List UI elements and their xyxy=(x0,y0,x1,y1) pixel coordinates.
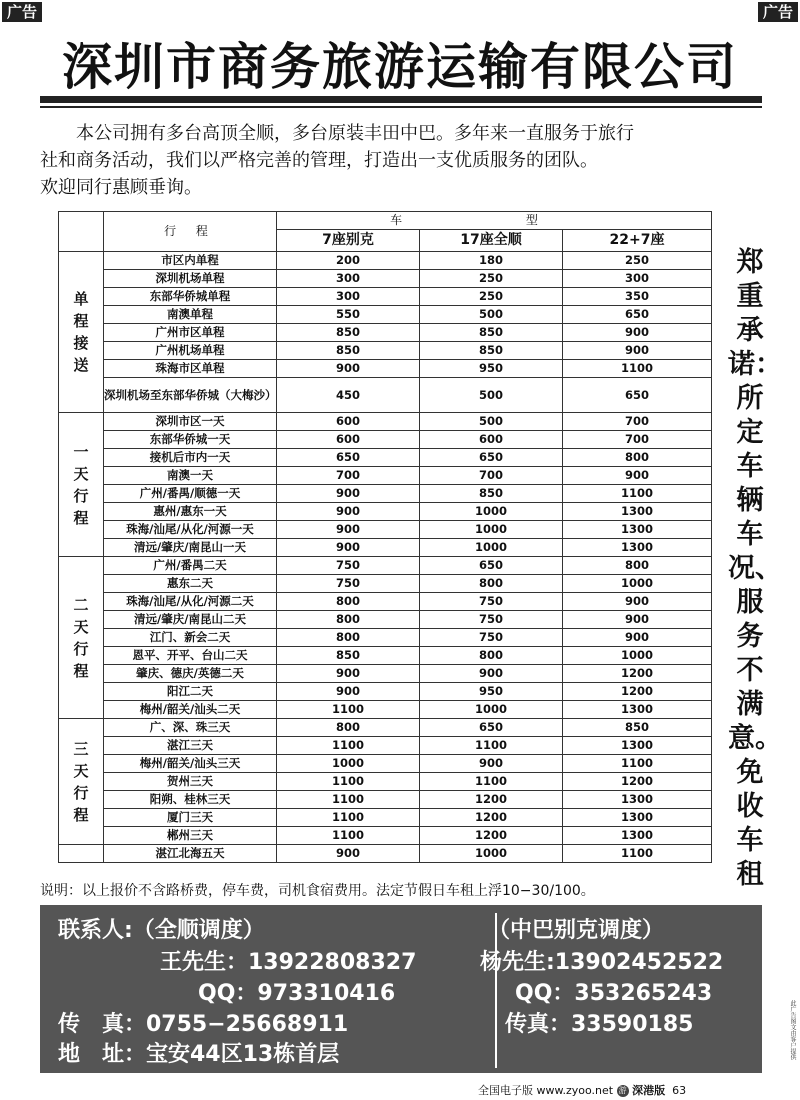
price-cell: 850 xyxy=(420,485,563,503)
contact-right-qq: QQ：353265243 xyxy=(515,981,713,1006)
type-header: 车 型 xyxy=(277,212,712,230)
intro-paragraph xyxy=(40,120,762,201)
price-cell: 300 xyxy=(277,270,420,288)
table-row xyxy=(59,683,712,701)
price-cell: 750 xyxy=(420,629,563,647)
price-cell: 900 xyxy=(563,324,712,342)
table-row xyxy=(59,467,712,485)
price-cell: 300 xyxy=(277,288,420,306)
price-cell: 850 xyxy=(277,324,420,342)
table-row xyxy=(59,306,712,324)
route-cell: 阳江二天 xyxy=(104,683,277,701)
column-header-1: 17座全顺 xyxy=(420,230,563,252)
price-cell: 1300 xyxy=(563,503,712,521)
route-cell: 东部华侨城单程 xyxy=(104,288,277,306)
route-cell: 广州/番禺/顺德一天 xyxy=(104,485,277,503)
price-cell: 900 xyxy=(563,629,712,647)
price-cell: 1000 xyxy=(563,575,712,593)
price-cell: 900 xyxy=(277,485,420,503)
side-slogan: 郑重承诺：所定车辆车况、服务不满意。免收车租 xyxy=(728,247,782,890)
price-cell: 1100 xyxy=(277,791,420,809)
table-row xyxy=(59,360,712,378)
price-cell: 700 xyxy=(277,467,420,485)
route-cell: 阳朔、桂林三天 xyxy=(104,791,277,809)
title-rule-thick xyxy=(40,96,762,103)
price-cell: 800 xyxy=(277,719,420,737)
contact-address: 地 址：宝安44区13栋首层 xyxy=(58,1042,340,1067)
table-row xyxy=(59,342,712,360)
price-cell: 850 xyxy=(420,342,563,360)
table-row xyxy=(59,270,712,288)
price-cell: 1100 xyxy=(277,773,420,791)
route-cell: 江门、新会二天 xyxy=(104,629,277,647)
price-cell: 900 xyxy=(277,665,420,683)
price-cell: 800 xyxy=(420,647,563,665)
route-cell: 广州机场单程 xyxy=(104,342,277,360)
footer-badge-icon: 游 xyxy=(618,1086,627,1095)
table-row xyxy=(59,719,712,737)
price-cell: 650 xyxy=(277,449,420,467)
table-row xyxy=(59,593,712,611)
table-row xyxy=(59,539,712,557)
table-row xyxy=(59,773,712,791)
price-cell: 1100 xyxy=(420,737,563,755)
price-cell: 1100 xyxy=(563,485,712,503)
route-header: 行 程 xyxy=(104,212,277,252)
price-cell: 1100 xyxy=(563,755,712,773)
footer-page-number: 63 xyxy=(672,1084,687,1097)
price-cell: 650 xyxy=(420,449,563,467)
route-cell: 清远/肇庆/南昆山一天 xyxy=(104,539,277,557)
table-row xyxy=(59,755,712,773)
contact-right-title: （中巴别克调度） xyxy=(488,918,665,943)
price-cell: 1100 xyxy=(277,737,420,755)
table-row xyxy=(59,611,712,629)
price-cell: 900 xyxy=(277,683,420,701)
contact-left-person: 王先生：13922808327 xyxy=(160,950,417,975)
route-cell: 深圳机场单程 xyxy=(104,270,277,288)
route-cell: 肇庆、德庆/英德二天 xyxy=(104,665,277,683)
route-cell: 贺州三天 xyxy=(104,773,277,791)
price-cell: 500 xyxy=(420,378,563,413)
price-cell: 1300 xyxy=(563,521,712,539)
table-row xyxy=(59,324,712,342)
price-cell: 600 xyxy=(277,413,420,431)
footer-text: 全国电子版 www.zyoo.net xyxy=(478,1084,614,1097)
price-cell: 1100 xyxy=(277,701,420,719)
route-cell: 广、深、珠三天 xyxy=(104,719,277,737)
price-cell: 800 xyxy=(277,611,420,629)
price-cell: 1100 xyxy=(277,809,420,827)
price-cell: 1200 xyxy=(563,665,712,683)
price-cell: 900 xyxy=(277,845,420,863)
price-cell: 1100 xyxy=(420,773,563,791)
price-cell: 1300 xyxy=(563,791,712,809)
section-label xyxy=(59,845,104,863)
price-cell: 650 xyxy=(563,378,712,413)
price-cell: 800 xyxy=(277,593,420,611)
price-cell: 650 xyxy=(563,306,712,324)
price-cell: 500 xyxy=(420,306,563,324)
route-cell: 厦门三天 xyxy=(104,809,277,827)
ad-tag-left: 广告 xyxy=(2,2,42,22)
table-row xyxy=(59,252,712,270)
price-cell: 350 xyxy=(563,288,712,306)
section-label: 三 天 行 程 xyxy=(59,719,104,845)
price-cell: 1200 xyxy=(563,773,712,791)
price-cell: 800 xyxy=(563,449,712,467)
contact-right-person: 杨先生:13902452522 xyxy=(480,950,724,975)
price-cell: 1000 xyxy=(420,845,563,863)
contact-left-qq: QQ：973310416 xyxy=(198,981,396,1006)
route-cell: 惠东二天 xyxy=(104,575,277,593)
section-label: 单 程 接 送 xyxy=(59,252,104,413)
price-cell: 900 xyxy=(277,521,420,539)
table-row xyxy=(59,647,712,665)
table-row xyxy=(59,809,712,827)
table-row xyxy=(59,431,712,449)
table-row xyxy=(59,378,712,413)
route-cell: 珠海市区单程 xyxy=(104,360,277,378)
table-row xyxy=(59,827,712,845)
price-cell: 900 xyxy=(563,467,712,485)
route-cell: 梅州/韶关/汕头三天 xyxy=(104,755,277,773)
price-cell: 1300 xyxy=(563,809,712,827)
route-cell: 惠州/惠东一天 xyxy=(104,503,277,521)
price-cell: 1200 xyxy=(563,683,712,701)
price-cell: 500 xyxy=(420,413,563,431)
table-row xyxy=(59,449,712,467)
price-cell: 850 xyxy=(563,719,712,737)
price-cell: 1300 xyxy=(563,827,712,845)
route-cell: 珠海/汕尾/从化/河源一天 xyxy=(104,521,277,539)
route-cell: 市区内单程 xyxy=(104,252,277,270)
table-row xyxy=(59,791,712,809)
price-cell: 900 xyxy=(277,503,420,521)
price-cell: 1200 xyxy=(420,791,563,809)
price-cell: 250 xyxy=(563,252,712,270)
price-cell: 850 xyxy=(277,647,420,665)
intro-line-2: 社和商务活动，我们以严格完善的管理，打造出一支优质服务的团队。 xyxy=(40,150,598,171)
table-row xyxy=(59,521,712,539)
title-rule-thin xyxy=(40,106,762,108)
price-cell: 900 xyxy=(563,342,712,360)
route-cell: 广州市区单程 xyxy=(104,324,277,342)
route-cell: 深圳机场至东部华侨城（大梅沙） xyxy=(104,378,277,413)
price-cell: 1200 xyxy=(420,827,563,845)
contact-left-title: 联系人:（全顺调度） xyxy=(58,918,265,943)
price-cell: 750 xyxy=(277,575,420,593)
page-title: 深圳市商务旅游运输有限公司 xyxy=(62,37,738,96)
page-footer xyxy=(478,1082,686,1098)
table-row xyxy=(59,737,712,755)
route-cell: 珠海/汕尾/从化/河源二天 xyxy=(104,593,277,611)
header-corner xyxy=(59,212,104,252)
price-cell: 900 xyxy=(277,539,420,557)
price-cell: 1200 xyxy=(420,809,563,827)
table-row xyxy=(59,701,712,719)
price-cell: 1000 xyxy=(563,647,712,665)
table-row xyxy=(59,845,712,863)
price-table-body xyxy=(59,212,712,863)
price-cell: 850 xyxy=(277,342,420,360)
price-cell: 180 xyxy=(420,252,563,270)
price-cell: 750 xyxy=(420,611,563,629)
price-cell: 650 xyxy=(420,557,563,575)
price-cell: 600 xyxy=(277,431,420,449)
ad-tag-right: 广告 xyxy=(758,2,798,22)
price-cell: 900 xyxy=(420,755,563,773)
price-cell: 1000 xyxy=(420,521,563,539)
price-cell: 950 xyxy=(420,360,563,378)
table-row xyxy=(59,413,712,431)
price-cell: 1000 xyxy=(420,503,563,521)
price-cell: 800 xyxy=(563,557,712,575)
table-row xyxy=(59,665,712,683)
column-header-0: 7座别克 xyxy=(277,230,420,252)
table-row xyxy=(59,288,712,306)
vertical-disclaimer: 此广告图文由客户提供 xyxy=(789,1000,796,1060)
price-cell: 800 xyxy=(277,629,420,647)
price-cell: 750 xyxy=(420,593,563,611)
table-row xyxy=(59,485,712,503)
price-cell: 1300 xyxy=(563,539,712,557)
route-cell: 湛江三天 xyxy=(104,737,277,755)
price-cell: 1100 xyxy=(277,827,420,845)
price-cell: 250 xyxy=(420,288,563,306)
contact-panel xyxy=(40,905,762,1073)
route-cell: 恩平、开平、台山二天 xyxy=(104,647,277,665)
price-table xyxy=(58,211,712,863)
column-header-2: 22+7座 xyxy=(563,230,712,252)
route-cell: 东部华侨城一天 xyxy=(104,431,277,449)
price-cell: 300 xyxy=(563,270,712,288)
price-cell: 250 xyxy=(420,270,563,288)
contact-fax-left: 传 真：0755−25668911 xyxy=(58,1012,349,1037)
price-cell: 1000 xyxy=(420,701,563,719)
price-cell: 1000 xyxy=(277,755,420,773)
price-cell: 900 xyxy=(420,665,563,683)
price-cell: 800 xyxy=(420,575,563,593)
route-cell: 南澳一天 xyxy=(104,467,277,485)
price-cell: 200 xyxy=(277,252,420,270)
price-cell: 950 xyxy=(420,683,563,701)
price-cell: 750 xyxy=(277,557,420,575)
route-cell: 清远/肇庆/南昆山二天 xyxy=(104,611,277,629)
price-cell: 900 xyxy=(277,360,420,378)
table-row xyxy=(59,503,712,521)
price-cell: 650 xyxy=(420,719,563,737)
price-cell: 700 xyxy=(420,467,563,485)
intro-line-3: 欢迎同行惠顾垂询。 xyxy=(40,177,202,198)
contact-fax-right: 传真：33590185 xyxy=(505,1012,694,1037)
price-cell: 1300 xyxy=(563,737,712,755)
price-cell: 700 xyxy=(563,431,712,449)
price-cell: 600 xyxy=(420,431,563,449)
table-row xyxy=(59,629,712,647)
route-cell: 广州/番禺二天 xyxy=(104,557,277,575)
price-cell: 900 xyxy=(563,593,712,611)
route-cell: 接机后市内一天 xyxy=(104,449,277,467)
price-cell: 700 xyxy=(563,413,712,431)
pricing-note: 说明：以上报价不含路桥费，停车费，司机食宿费用。法定节假日车租上浮10−30/100。 xyxy=(40,883,595,899)
price-cell: 1000 xyxy=(420,539,563,557)
table-row xyxy=(59,575,712,593)
price-cell: 1300 xyxy=(563,701,712,719)
section-label: 二 天 行 程 xyxy=(59,557,104,719)
route-cell: 梅州/韶关/汕头二天 xyxy=(104,701,277,719)
table-row xyxy=(59,557,712,575)
price-cell: 1100 xyxy=(563,845,712,863)
price-cell: 850 xyxy=(420,324,563,342)
route-cell: 湛江北海五天 xyxy=(104,845,277,863)
intro-line-1: 本公司拥有多台高顶全顺，多台原装丰田中巴。多年来一直服务于旅行 xyxy=(76,123,634,144)
section-label: 一 天 行 程 xyxy=(59,413,104,557)
route-cell: 深圳市区一天 xyxy=(104,413,277,431)
route-cell: 郴州三天 xyxy=(104,827,277,845)
price-cell: 550 xyxy=(277,306,420,324)
footer-edition: 深港版 xyxy=(632,1084,666,1097)
price-cell: 1100 xyxy=(563,360,712,378)
table-header-row-1 xyxy=(59,212,712,230)
price-cell: 900 xyxy=(563,611,712,629)
price-cell: 450 xyxy=(277,378,420,413)
route-cell: 南澳单程 xyxy=(104,306,277,324)
